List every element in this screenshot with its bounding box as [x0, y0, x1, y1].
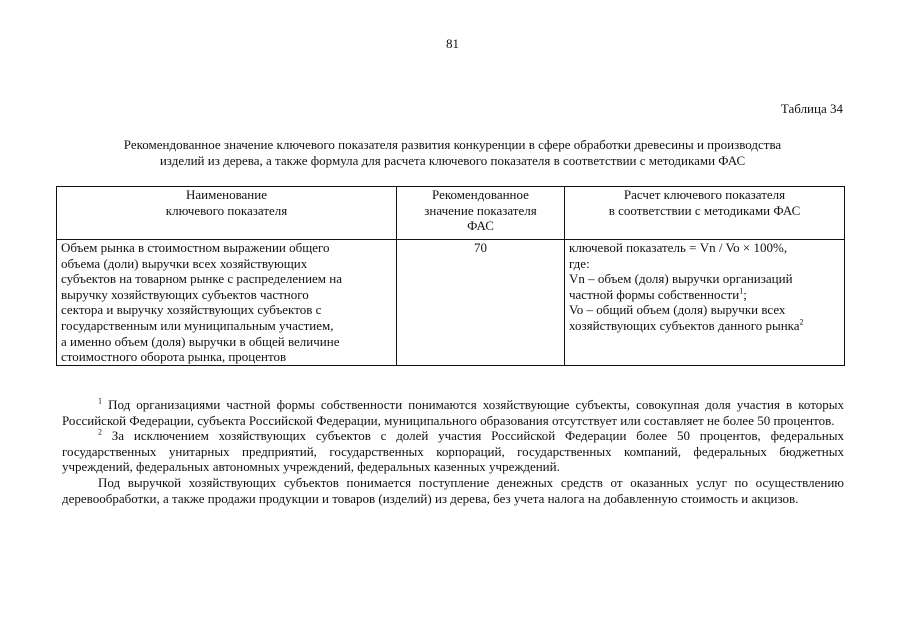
indicator-name-cell [57, 240, 397, 366]
caption-line: Рекомендованное значение ключевого показателя развития конкуренции в сфере обработки древесины и производства [123, 137, 782, 152]
cell-text: ; [743, 286, 747, 302]
cell-line: государственным или муниципальным участием, [61, 317, 334, 333]
cell-line: где: [569, 255, 590, 271]
header-indicator-name [57, 187, 397, 240]
header-line: в соответствии с методиками ФАС [608, 202, 801, 218]
revenue-note: Под выручкой хозяйствующих субъектов понимается поступление денежных средств от оказанных услуг по осуществлению деревообработки, а также продажи продукции и товаров (изделий) из дерева, без учета налога на добавленную стоимость и акцизов. [62, 474, 844, 506]
header-recommended-value [397, 187, 565, 240]
page-number: 81 [446, 36, 459, 51]
table-row [57, 240, 845, 366]
calculation-cell [565, 240, 845, 366]
cell-text: хозяйствующих субъектов данного рынка [569, 317, 800, 333]
footnote-ref: 2 [799, 317, 804, 327]
footnotes [62, 397, 844, 506]
cell-line: стоимостного оборота рынка, процентов [61, 349, 287, 365]
recommended-value-cell: 70 [397, 240, 565, 366]
header-line: Наименование [186, 187, 267, 202]
header-line: Расчет ключевого показателя [623, 187, 786, 202]
cell-line: сектора и выручку хозяйствующих субъектов с [61, 302, 322, 318]
header-calculation [565, 187, 845, 240]
cell-line: объема (доли) выручки всех хозяйствующих [61, 255, 308, 271]
cell-line [569, 287, 840, 303]
cell-line: Объем рынка в стоимостном выражении общего [61, 240, 330, 255]
table-caption [60, 137, 845, 168]
cell-line: Vn – объем (доля) выручки организаций [569, 271, 793, 287]
footnote-1 [62, 397, 844, 428]
header-line: ключевого показателя [165, 202, 288, 218]
cell-line: ключевой показатель = Vn / Vo × 100%, [569, 240, 788, 255]
cell-line: а именно объем (доля) выручки в общей величине [61, 333, 340, 349]
caption-line: изделий из дерева, а также формула для расчета ключевого показателя в соответствии с методиками ФАС [159, 152, 746, 168]
header-line: ФАС [467, 218, 494, 234]
cell-line: Vo – общий объем (доля) выручки всех [569, 302, 786, 318]
footnote-2 [62, 428, 844, 475]
cell-line [569, 318, 840, 334]
cell-line: субъектов на товарном рынке с распределением на [61, 271, 343, 287]
footnote-text: За исключением хозяйствующих субъектов с долей участия Российской Федерации более 50 процентов, федеральных государственных унитарных предприятий, государственных корпораций, государственных компаний, федеральных бюджетных учреждений, федеральных автономных учреждений, федеральных казенных учреждений. [62, 428, 844, 475]
footnote-ref: 1 [739, 286, 744, 296]
cell-text: частной формы собственности [569, 286, 740, 302]
cell-line: выручку хозяйствующих субъектов частного [61, 286, 309, 302]
footnote-mark: 2 [98, 427, 102, 437]
header-line: Рекомендованное [432, 187, 529, 202]
footnote-text: Под организациями частной формы собственности понимаются хозяйствующие субъекты, совокупная доля участия в которых Российской Федерации, субъекта Российской Федерации, муниципального образования отсутствует или составляет не более 50 процентов. [62, 397, 844, 428]
table-label: Таблица 34 [780, 101, 843, 116]
footnote-mark: 1 [98, 396, 102, 406]
header-line: значение показателя [424, 202, 537, 218]
table-header-row [57, 187, 845, 240]
indicator-table [56, 186, 845, 366]
